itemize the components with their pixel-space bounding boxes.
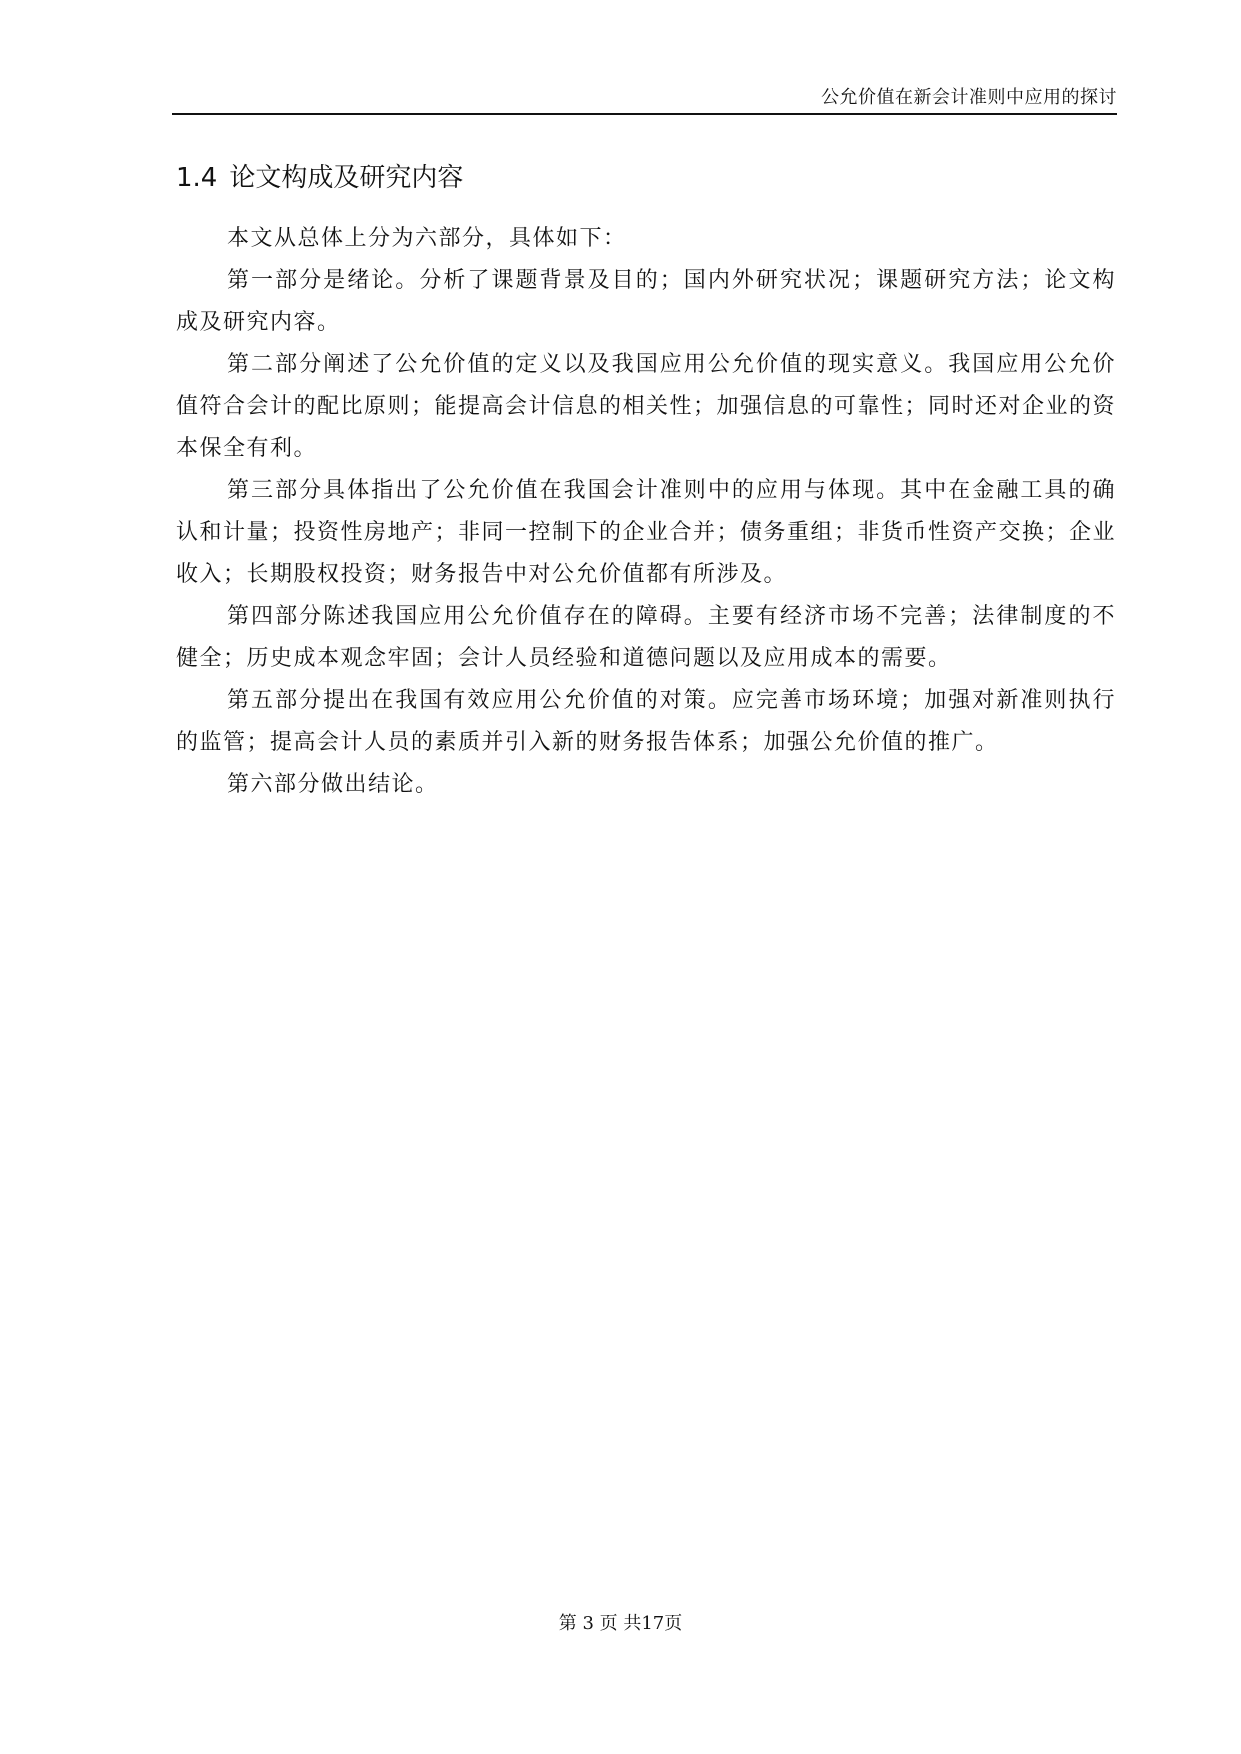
section-title: 论文构成及研究内容 — [229, 163, 464, 193]
body-text — [176, 218, 1116, 806]
paragraph-part-three: 第三部分具体指出了公允价值在我国会计准则中的应用与体现。其中在金融工具的确认和计量；投资性房地产；非同一控制下的企业合并；债务重组；非货币性资产交换；企业收入；长期股权投资；财务报告中对公允价值都有所涉及。 — [176, 478, 1117, 587]
paragraph-part-four: 第四部分陈述我国应用公允价值存在的障碍。主要有经济市场不完善；法律制度的不健全；历史成本观念牢固；会计人员经验和道德问题以及应用成本的需要。 — [176, 604, 1116, 671]
paragraph-part-six: 第六部分做出结论。 — [227, 772, 439, 797]
page-number-footer: 第 3 页 共17页 — [558, 1613, 683, 1634]
section-number: 1.4 — [176, 163, 218, 193]
section-heading — [176, 160, 463, 196]
paragraph-part-one: 第一部分是绪论。分析了课题背景及目的；国内外研究状况；课题研究方法；论文构成及研究内容。 — [176, 268, 1116, 335]
paragraph-part-five: 第五部分提出在我国有效应用公允价值的对策。应完善市场环境；加强对新准则执行的监管；提高会计人员的素质并引入新的财务报告体系；加强公允价值的推广。 — [176, 688, 1116, 755]
running-header-title: 公允价值在新会计准则中应用的探讨 — [821, 87, 1117, 108]
paragraph-part-two: 第二部分阐述了公允价值的定义以及我国应用公允价值的现实意义。我国应用公允价值符合会计的配比原则；能提高会计信息的相关性；加强信息的可靠性；同时还对企业的资本保全有利。 — [176, 352, 1117, 461]
paragraph-intro: 本文从总体上分为六部分，具体如下： — [227, 226, 627, 251]
header-rule — [172, 113, 1117, 115]
